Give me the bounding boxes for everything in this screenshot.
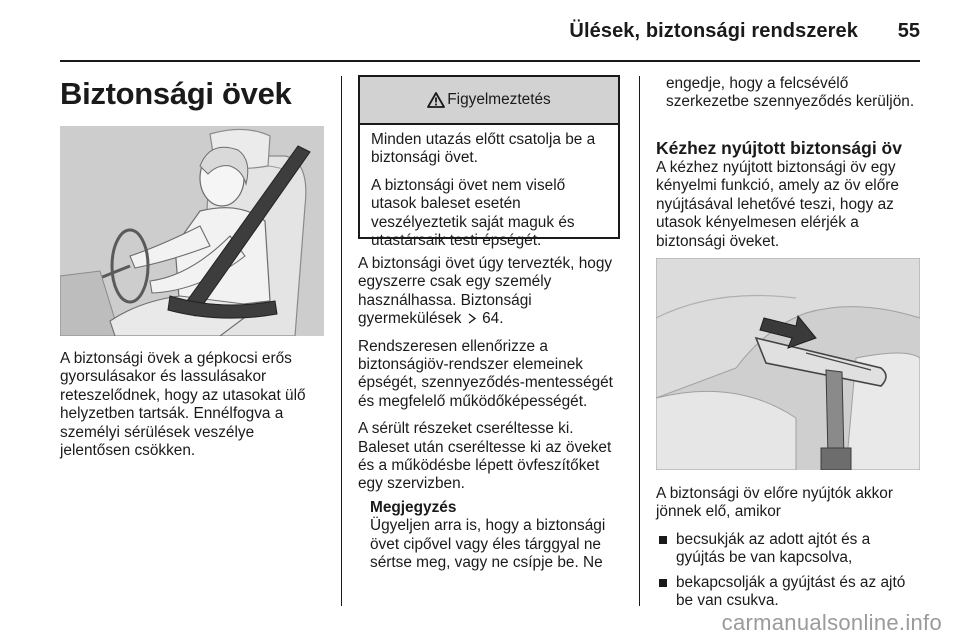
note-text: Ügyeljen arra is, hogy a biztonsági övet cipővel vagy éles tárggyal ne sértse meg, vagy ne csípje be. Ne	[370, 517, 606, 572]
subsection-title: Kézhez nyújtott biztonsági öv	[656, 138, 902, 158]
intro-paragraph: A biztonsági övek a gépkocsi erős gyorsulásakor és lassulásakor reteszelődnek, hogy az utasokat ülő helyzetben tartsák. Ennélfogva a személyi sérülések veszélye jelentősen csökken.	[60, 350, 306, 460]
design-text: A biztonsági övet úgy tervezték, hogy egyszerre csak egy személy használhassa. Biztonsági gyermekülések	[358, 255, 613, 328]
driver-seatbelt-drawing	[60, 126, 324, 336]
continued-note-text: engedje, hogy a felcsévélő szerkezetbe szennyeződés kerüljön.	[666, 75, 915, 111]
belt-presenter-drawing	[656, 258, 920, 470]
column-divider	[639, 76, 640, 606]
page-header	[60, 18, 920, 48]
warning-body	[360, 125, 618, 250]
presenter-paragraph: A kézhez nyújtott biztonsági öv egy kényelmi funkció, amely az öv előre nyújtásával lehetővé teszi, hogy az utasok kényelmesen elérjék a biztonsági öveket.	[656, 159, 899, 250]
bullet-square-icon	[659, 579, 667, 587]
list-item	[656, 574, 922, 611]
design-paragraph	[358, 255, 622, 329]
conditions-intro: A biztonsági öv előre nyújtók akkor jönnek elő, amikor	[656, 485, 893, 521]
belt-presenter-illustration	[656, 258, 920, 470]
warning-paragraph: Minden utazás előtt csatolja be a biztonsági övet.	[371, 131, 596, 167]
seatbelt-driver-illustration	[60, 126, 324, 336]
conditions-list	[656, 531, 922, 611]
header-rule	[60, 60, 920, 62]
list-item	[656, 531, 922, 568]
header-title: Ülések, biztonsági rendszerek	[569, 20, 858, 42]
warning-box	[358, 75, 620, 250]
note-block	[370, 499, 622, 573]
page-reference-icon	[467, 313, 477, 324]
warning-triangle-icon	[427, 92, 445, 108]
list-item-text: becsukják az adott ajtót és a gyújtás be van kapcsolva,	[676, 530, 871, 567]
warning-paragraph: A biztonsági övet nem viselő utasok baleset esetén veszélyeztetik saját maguk és utastársaik testi épségét.	[371, 176, 575, 250]
note-title: Megjegyzés	[370, 498, 457, 516]
page-number: 55	[897, 20, 920, 42]
check-paragraph: Rendszeresen ellenőrizze a biztonságiöv-rendszer elemeinek épségét, szennyeződés-mentességét és megfelelő működőképességét.	[358, 337, 613, 410]
column-divider	[341, 76, 342, 606]
page-reference-link[interactable]: 64.	[482, 310, 504, 328]
warning-title: Figyelmeztetés	[447, 91, 551, 108]
body-text	[358, 255, 622, 582]
presenter-conditions	[656, 485, 922, 616]
watermark: carmanualsonline.info	[721, 610, 942, 635]
section-title: Biztonsági övek	[60, 76, 292, 111]
replace-paragraph: A sérült részeket cseréltesse ki. Baleset után cseréltesse ki az öveket és a működésbe lépett övfeszítőket egy szervizben.	[358, 420, 612, 493]
belt-presenter-section	[656, 138, 922, 260]
list-item-text: bekapcsolják a gyújtást és az ajtó be van csukva.	[676, 573, 906, 610]
warning-header	[360, 77, 618, 125]
bullet-square-icon	[659, 536, 667, 544]
